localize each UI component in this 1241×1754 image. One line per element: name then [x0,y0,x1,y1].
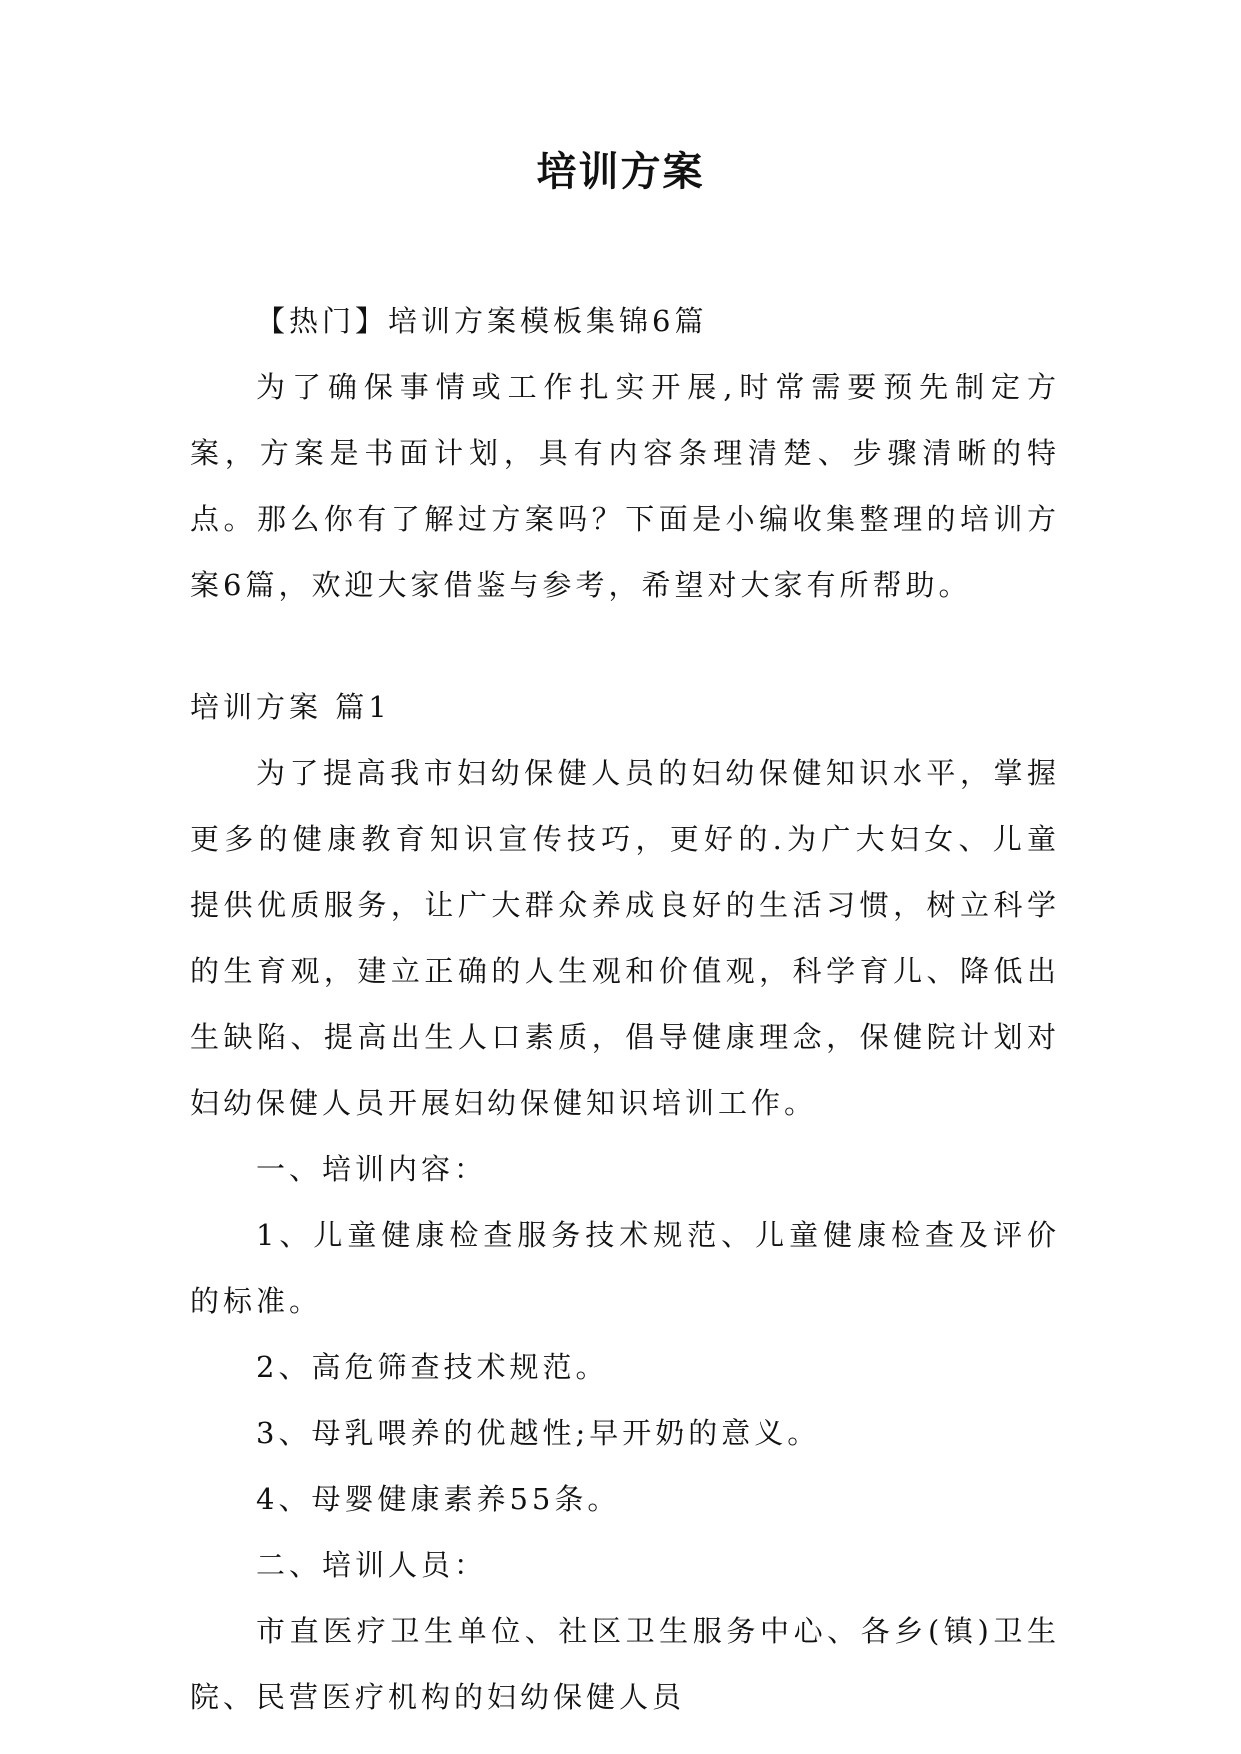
document-title: 培训方案 [536,148,705,195]
staff-heading: 二、培训人员： [256,1548,488,1582]
content-item: 3、母乳喂养的优越性;早开奶的意义。 [256,1416,821,1450]
section-paragraph: 为了提高我市妇幼保健人员的妇幼保健知识水平，掌握更多的健康教育知识宣传技巧，更好的.为广大妇女、儿童提供优质服务，让广大群众养成良好的生活习惯，树立科学的生育观，建立正确的人生观和价值观，科学育儿、降低出生缺陷、提高出生人口素质，倡导健康理念，保健院计划对妇幼保健人员开展妇幼保健知识培训工作。 [190,756,1060,1120]
section-heading: 培训方案 篇1 [190,690,391,724]
content-heading: 一、培训内容： [256,1152,488,1186]
content-item: 2、高危筛查技术规范。 [256,1350,609,1384]
intro-line: 【热门】培训方案模板集锦6篇 [256,304,708,338]
document-body [190,288,1060,1730]
content-item: 1、儿童健康检查服务技术规范、儿童健康检查及评价的标准。 [190,1218,1060,1318]
staff-paragraph: 市直医疗卫生单位、社区卫生服务中心、各乡(镇)卫生院、民营医疗机构的妇幼保健人员 [190,1614,1060,1714]
content-item: 4、母婴健康素养55条。 [256,1482,621,1516]
intro-paragraph: 为了确保事情或工作扎实开展,时常需要预先制定方案，方案是书面计划，具有内容条理清楚、步骤清晰的特点。那么你有了解过方案吗？下面是小编收集整理的培训方案6篇，欢迎大家借鉴与参考，希望对大家有所帮助。 [190,370,1060,602]
